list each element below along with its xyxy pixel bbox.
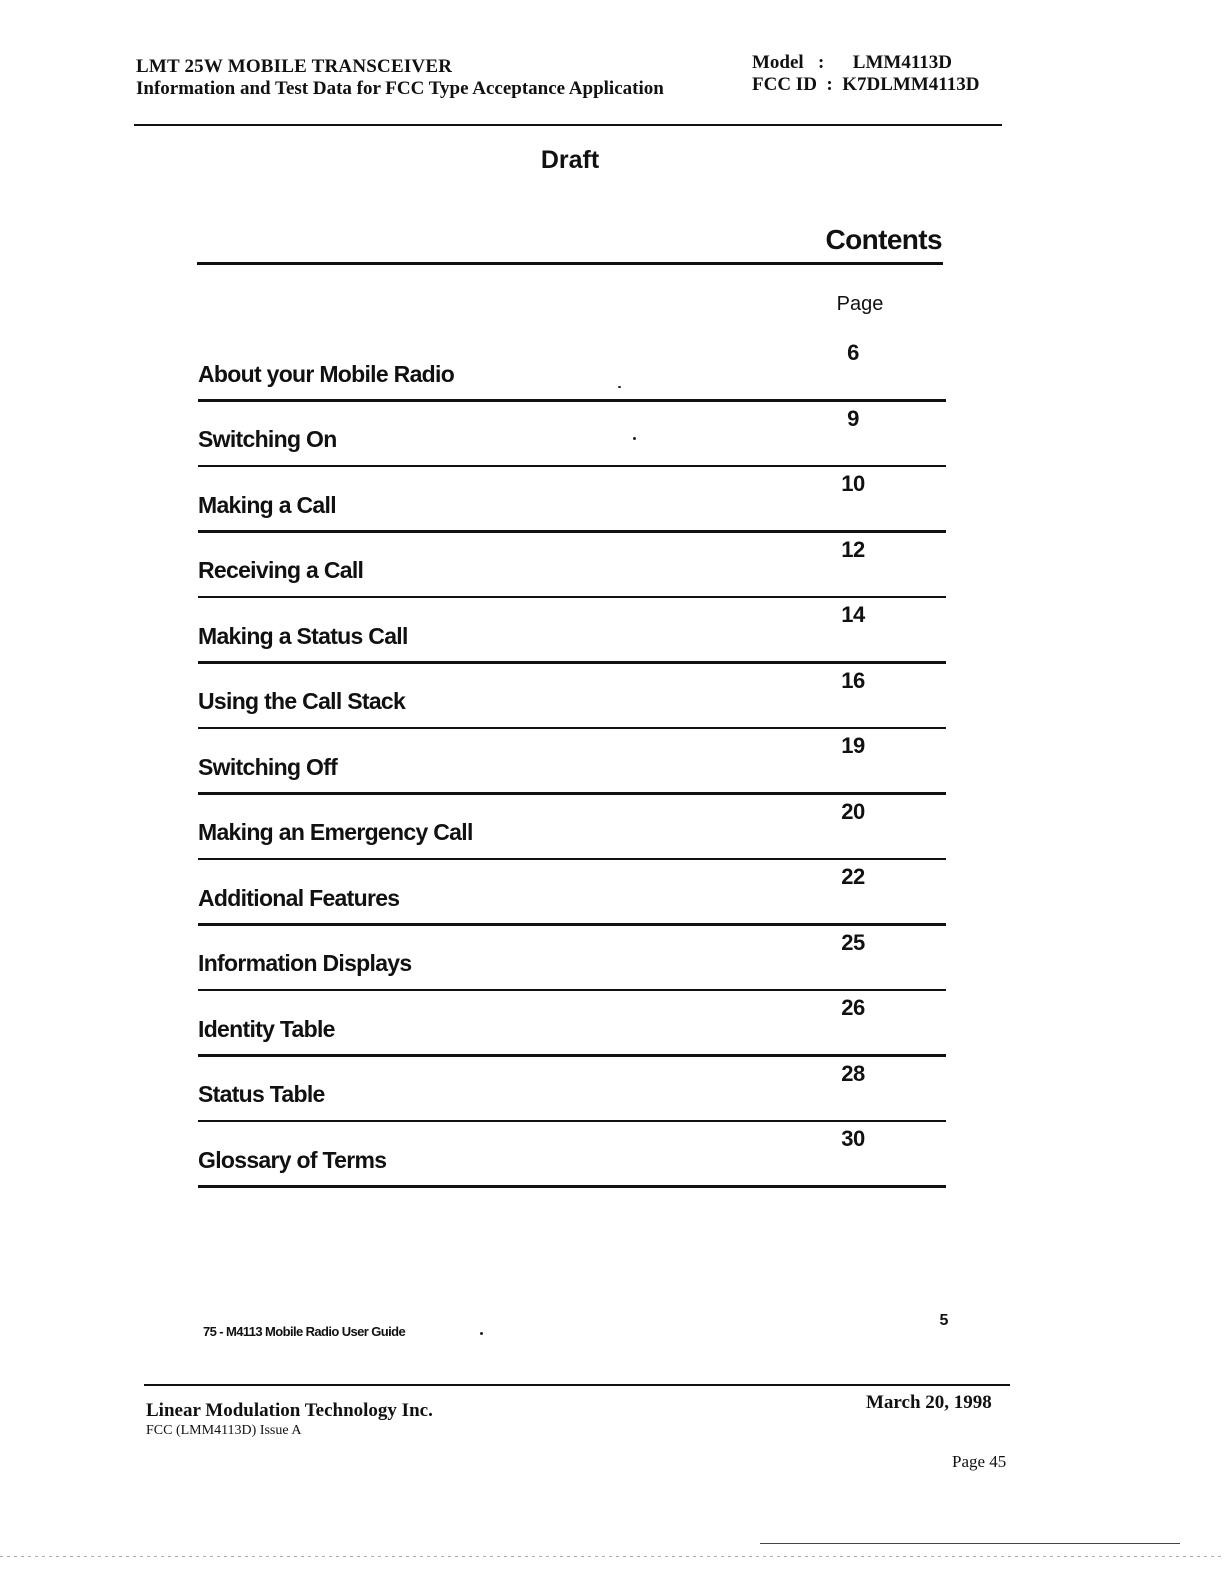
toc-entry[interactable] xyxy=(198,467,946,533)
toc-entry-page: 28 xyxy=(841,1060,865,1086)
guide-footer-label: 75 - M4113 Mobile Radio User Guide xyxy=(203,1324,406,1339)
toc-entry-page: 26 xyxy=(841,995,865,1020)
fcc-id: FCC ID : K7DLMM4113D xyxy=(752,74,980,95)
toc-entry[interactable] xyxy=(198,1057,946,1123)
contents-heading: Contents xyxy=(825,224,942,255)
toc-entry-page: 19 xyxy=(841,733,865,758)
toc-entry-page: 12 xyxy=(841,536,865,562)
toc-entry-title: About your Mobile Radio xyxy=(198,360,455,387)
toc-entry[interactable] xyxy=(198,402,946,468)
contents-divider xyxy=(197,262,943,265)
toc-entry[interactable] xyxy=(198,336,946,402)
page-column-label: Page xyxy=(836,293,884,315)
toc-entry-title: Making a Status Call xyxy=(198,622,408,649)
toc-entry-page: 20 xyxy=(841,798,865,824)
toc-entry-divider xyxy=(198,1185,946,1188)
footer-divider xyxy=(144,1384,1010,1386)
draft-label: Draft xyxy=(540,146,600,174)
table-of-contents xyxy=(198,336,946,1188)
document-page-number: Page 45 xyxy=(952,1452,1007,1471)
toc-entry[interactable] xyxy=(198,664,946,730)
toc-entry[interactable] xyxy=(198,860,946,926)
toc-entry-title: Glossary of Terms xyxy=(198,1146,387,1173)
model-number: Model : LMM4113D xyxy=(752,52,953,73)
toc-entry[interactable] xyxy=(198,795,946,861)
toc-entry-title: Making an Emergency Call xyxy=(198,819,473,845)
scan-speck xyxy=(618,386,621,388)
toc-entry-page: 25 xyxy=(841,929,865,955)
toc-entry-page: 30 xyxy=(841,1126,865,1151)
header-divider xyxy=(134,124,1002,126)
toc-entry[interactable] xyxy=(198,533,946,599)
guide-page-number: 5 xyxy=(939,1312,949,1329)
scan-edge-line xyxy=(0,1556,1224,1557)
document-header-title: LMT 25W MOBILE TRANSCEIVER xyxy=(136,56,453,77)
toc-entry-page: 14 xyxy=(841,602,865,627)
document-header-subtitle: Information and Test Data for FCC Type Acceptance Application xyxy=(136,78,664,99)
toc-entry-page: 10 xyxy=(841,471,865,496)
toc-entry-page: 16 xyxy=(841,667,865,693)
toc-entry-page: 22 xyxy=(841,864,865,889)
toc-entry[interactable] xyxy=(198,991,946,1057)
document-reference: FCC (LMM4113D) Issue A xyxy=(146,1423,302,1438)
toc-entry-page: 6 xyxy=(847,340,859,365)
toc-entry-page: 9 xyxy=(847,405,859,431)
company-name: Linear Modulation Technology Inc. xyxy=(146,1400,433,1421)
toc-entry[interactable] xyxy=(198,1122,946,1188)
toc-entry-title: Switching On xyxy=(198,426,337,452)
scan-speck xyxy=(480,1332,483,1335)
toc-entry[interactable] xyxy=(198,729,946,795)
toc-entry-title: Using the Call Stack xyxy=(198,688,406,714)
toc-entry-title: Identity Table xyxy=(198,1015,335,1042)
toc-entry-title: Switching Off xyxy=(198,753,338,780)
scan-speck xyxy=(633,437,636,440)
document-date: March 20, 1998 xyxy=(866,1392,992,1413)
toc-entry-title: Making a Call xyxy=(198,491,336,518)
toc-entry-title: Status Table xyxy=(198,1081,325,1107)
scan-edge-line xyxy=(760,1543,1180,1544)
toc-entry-title: Receiving a Call xyxy=(198,557,364,583)
toc-entry-title: Additional Features xyxy=(198,884,400,911)
toc-entry[interactable] xyxy=(198,598,946,664)
toc-entry-title: Information Displays xyxy=(198,950,412,976)
toc-entry[interactable] xyxy=(198,926,946,992)
